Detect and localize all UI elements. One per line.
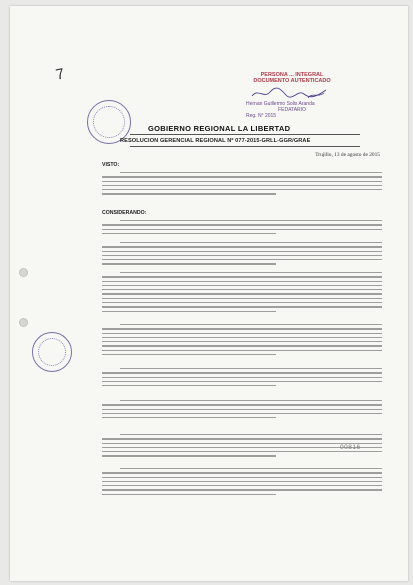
stamp-role: FEDATARIO bbox=[278, 107, 306, 113]
handwritten-page-mark: 7 bbox=[54, 65, 67, 84]
stamp-reg: Reg. N° 2015 bbox=[246, 113, 277, 119]
paragraph-5 bbox=[102, 368, 382, 389]
considerando-label: CONSIDERANDO: bbox=[102, 210, 147, 216]
punch-hole-lower bbox=[19, 318, 28, 327]
regional-seal-margin bbox=[32, 332, 72, 372]
page-number: 00816 bbox=[340, 444, 361, 451]
punch-hole-upper bbox=[19, 268, 28, 277]
paragraph-8 bbox=[102, 468, 382, 498]
heading-rule bbox=[130, 134, 360, 135]
resolution-number: RESOLUCION GERENCIAL REGIONAL Nº 077-2015-GRLL-GGR/GRAE bbox=[120, 138, 311, 144]
paragraph-4 bbox=[102, 324, 382, 358]
document-page bbox=[10, 6, 408, 581]
paragraph-6 bbox=[102, 400, 382, 421]
paragraph-2 bbox=[102, 242, 382, 268]
stamp-title-line1: PERSONA ... INTEGRAL bbox=[260, 72, 324, 78]
authentication-stamp bbox=[246, 72, 338, 119]
paragraph-3 bbox=[102, 272, 382, 315]
document-heading: GOBIERNO REGIONAL LA LIBERTAD bbox=[148, 124, 291, 133]
date-line: Trujillo, 13 de agosto de 2015 bbox=[315, 152, 380, 158]
signature bbox=[246, 86, 338, 100]
signature-scribble bbox=[246, 86, 338, 100]
stamp-name: Hernan Guillermo Solis Aranda bbox=[246, 101, 315, 107]
visto-label: VISTO: bbox=[102, 162, 120, 168]
resolution-rule bbox=[130, 146, 360, 147]
visto-paragraph bbox=[102, 172, 382, 198]
stamp-title-line2: DOCUMENTO AUTENTICADO bbox=[253, 78, 331, 84]
paragraph-1 bbox=[102, 220, 382, 237]
